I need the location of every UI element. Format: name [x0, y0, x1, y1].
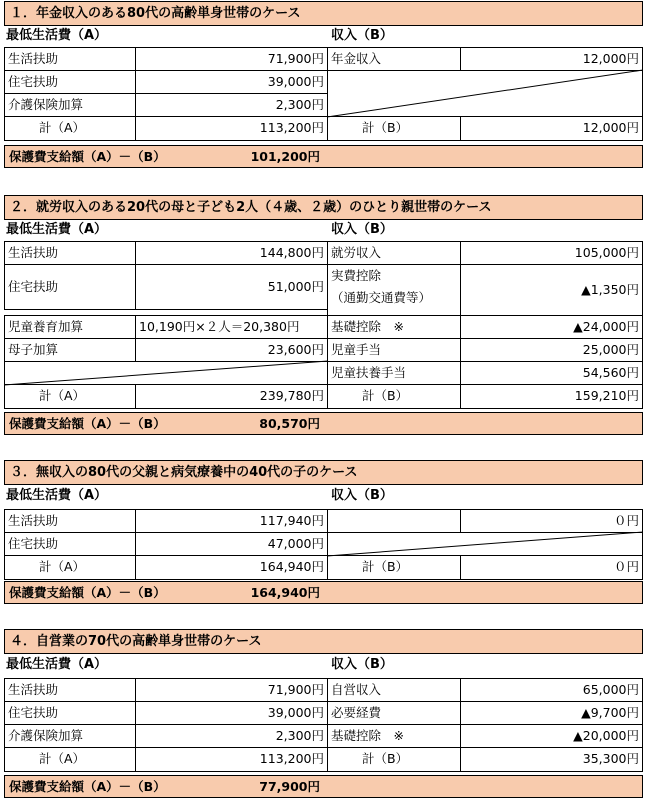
case2-b-row1-label: 就労収入: [327, 241, 461, 265]
case3-min-living-header: 最低生活費（A）: [6, 488, 108, 503]
case1-payment-value: 101,200円: [250, 149, 320, 164]
case4-total-b-label: 計（B）: [327, 747, 461, 772]
case2-total-b-label: 計（B）: [327, 384, 461, 409]
case3-total-b-value: ０円: [460, 555, 643, 580]
case3-title: ３．無収入の80代の父親と病気療養中の40代の子のケース: [4, 460, 643, 485]
case3-section: [0, 460, 648, 610]
case1-income-header: 収入（B）: [331, 28, 393, 43]
case1-a-row2-label: 住宅扶助: [4, 70, 136, 94]
case4-a-row3-label: 介護保険加算: [4, 724, 136, 748]
case3-b-row1-value: ０円: [460, 509, 643, 533]
case4-a-row2-label: 住宅扶助: [4, 701, 136, 725]
case1-b-row1-value: 12,000円: [460, 47, 643, 71]
case2-b-row2-value: ▲1,350円: [460, 264, 643, 316]
case2-payment-row: [4, 412, 643, 435]
case1-min-living-header: 最低生活費（A）: [6, 28, 108, 43]
case4-b-row3-value: ▲20,000円: [460, 724, 643, 748]
case4-payment-value: 77,900円: [259, 779, 320, 794]
case2-b-row5-label: 児童扶養手当: [327, 361, 461, 385]
case2-b-row4-value: 25,000円: [460, 338, 643, 362]
case2-income-header: 収入（B）: [331, 222, 393, 237]
case1-a-row1-value: 71,900円: [135, 47, 328, 71]
case1-total-b-label: 計（B）: [327, 116, 461, 141]
case4-payment-row: [4, 775, 643, 798]
case4-b-row1-label: 自営収入: [327, 678, 461, 702]
case4-a-row3-value: 2,300円: [135, 724, 328, 748]
case2-a-row4-label: 母子加算: [4, 338, 136, 362]
case2-a-row2-label: 住宅扶助: [4, 264, 136, 310]
case1-title: １．年金収入のある80代の高齢単身世帯のケース: [4, 1, 643, 26]
case3-a-row1-value: 117,940円: [135, 509, 328, 533]
case4-a-row1-label: 生活扶助: [4, 678, 136, 702]
case4-section: [0, 629, 648, 801]
case4-a-row1-value: 71,900円: [135, 678, 328, 702]
case2-b-row2-label: 実費控除: [331, 268, 382, 283]
case3-total-b-label: 計（B）: [327, 555, 461, 580]
case2-min-living-header: 最低生活費（A）: [6, 222, 108, 237]
case2-payment-label: 保護費支給額（A）－（B）: [9, 416, 166, 431]
case3-a-row2-label: 住宅扶助: [4, 532, 136, 556]
case3-total-a-label: 計（A）: [4, 555, 136, 580]
case1-total-a-value: 113,200円: [135, 116, 328, 141]
case3-payment-row: [4, 581, 643, 604]
case3-total-a-value: 164,940円: [135, 555, 328, 580]
case4-b-row3-label: 基礎控除 ※: [327, 724, 461, 748]
case4-total-a-label: 計（A）: [4, 747, 136, 772]
case4-b-row2-label: 必要経費: [327, 701, 461, 725]
case4-title: ４．自営業の70代の高齢単身世帯のケース: [4, 629, 643, 654]
case4-total-a-value: 113,200円: [135, 747, 328, 772]
case3-payment-value: 164,940円: [250, 585, 320, 600]
case3-payment-label: 保護費支給額（A）－（B）: [9, 585, 166, 600]
case1-a-row3-value: 2,300円: [135, 93, 328, 117]
case1-total-a-label: 計（A）: [4, 116, 136, 141]
case1-a-row3-label: 介護保険加算: [4, 93, 136, 117]
case2-section: [0, 195, 648, 440]
case1-a-row2-value: 39,000円: [135, 70, 328, 94]
case2-b-row3-label: 基礎控除 ※: [327, 315, 461, 339]
case1-total-b-value: 12,000円: [460, 116, 643, 141]
case4-income-header: 収入（B）: [331, 657, 393, 672]
case2-b-row3-value: ▲24,000円: [460, 315, 643, 339]
case2-a-row1-label: 生活扶助: [4, 241, 136, 265]
case3-diagonal-line: [327, 532, 643, 556]
case1-a-row1-label: 生活扶助: [4, 47, 136, 71]
case1-b-row1-label: 年金収入: [327, 47, 461, 71]
case1-section: [0, 0, 648, 175]
case2-total-b-value: 159,210円: [460, 384, 643, 409]
case3-a-row1-label: 生活扶助: [4, 509, 136, 533]
case2-a-row3-label: 児童養育加算: [4, 315, 136, 339]
case1-diagonal-line: [327, 70, 643, 117]
case4-b-row1-value: 65,000円: [460, 678, 643, 702]
case4-b-row2-value: ▲9,700円: [460, 701, 643, 725]
case3-a-row2-value: 47,000円: [135, 532, 328, 556]
case2-a-row3-value: 10,190円×２人＝20,380円: [135, 315, 328, 339]
case2-a-row1-value: 144,800円: [135, 241, 328, 265]
case2-title: ２．就労収入のある20代の母と子ども2人（４歳、２歳）のひとり親世帯のケース: [4, 195, 643, 220]
case2-total-a-value: 239,780円: [135, 384, 328, 409]
case2-a-row2-value: 51,000円: [135, 264, 328, 310]
case4-a-row2-value: 39,000円: [135, 701, 328, 725]
case2-b-row1-value: 105,000円: [460, 241, 643, 265]
case2-payment-value: 80,570円: [259, 416, 320, 431]
case1-payment-label: 保護費支給額（A）－（B）: [9, 149, 166, 164]
case2-b-row5-value: 54,560円: [460, 361, 643, 385]
case3-income-header: 収入（B）: [331, 488, 393, 503]
case2-a-row4-value: 23,600円: [135, 338, 328, 362]
case2-b-row2-label-cell: [327, 264, 461, 316]
case4-min-living-header: 最低生活費（A）: [6, 657, 108, 672]
case2-total-a-label: 計（A）: [4, 384, 136, 409]
case1-payment-row: [4, 145, 643, 168]
case2-b-row4-label: 児童手当: [327, 338, 461, 362]
case3-b-row1-label: [327, 509, 461, 533]
case4-payment-label: 保護費支給額（A）－（B）: [9, 779, 166, 794]
case2-b-row2-label2: （通勤交通費等）: [331, 290, 432, 305]
case2-diagonal-line: [4, 361, 328, 385]
case4-total-b-value: 35,300円: [460, 747, 643, 772]
